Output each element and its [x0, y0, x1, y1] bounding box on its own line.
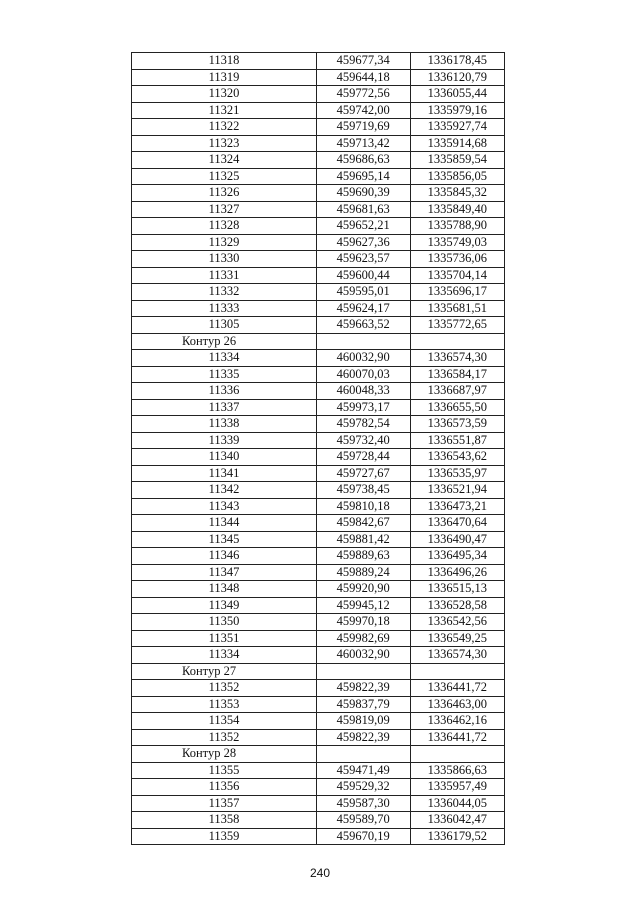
x-coordinate-cell: 459644,18	[316, 69, 410, 86]
point-number-cell: 11325	[132, 168, 317, 185]
table-row	[132, 564, 505, 581]
x-coordinate-cell: 459945,12	[316, 597, 410, 614]
point-number-cell: 11344	[132, 515, 317, 532]
table-row	[132, 713, 505, 730]
table-row	[132, 449, 505, 466]
y-coordinate-cell: 1336496,26	[410, 564, 504, 581]
x-coordinate-cell: 460032,90	[316, 350, 410, 367]
x-coordinate-cell: 459627,36	[316, 234, 410, 251]
point-number-cell: 11327	[132, 201, 317, 218]
x-coordinate-cell: 459889,63	[316, 548, 410, 565]
y-coordinate-cell: 1335866,63	[410, 762, 504, 779]
y-coordinate-cell: 1336042,47	[410, 812, 504, 829]
point-number-cell: 11358	[132, 812, 317, 829]
empty-cell	[410, 333, 504, 350]
point-number-cell: 11357	[132, 795, 317, 812]
empty-cell	[316, 333, 410, 350]
table-row	[132, 548, 505, 565]
empty-cell	[410, 746, 504, 763]
x-coordinate-cell: 459595,01	[316, 284, 410, 301]
table-row	[132, 465, 505, 482]
y-coordinate-cell: 1335788,90	[410, 218, 504, 235]
x-coordinate-cell: 459623,57	[316, 251, 410, 268]
table-row	[132, 86, 505, 103]
y-coordinate-cell: 1336521,94	[410, 482, 504, 499]
table-row	[132, 498, 505, 515]
point-number-cell: 11345	[132, 531, 317, 548]
table-row	[132, 762, 505, 779]
point-number-cell: 11340	[132, 449, 317, 466]
table-row	[132, 399, 505, 416]
y-coordinate-cell: 1336573,59	[410, 416, 504, 433]
point-number-cell: 11352	[132, 680, 317, 697]
x-coordinate-cell: 460048,33	[316, 383, 410, 400]
y-coordinate-cell: 1335856,05	[410, 168, 504, 185]
point-number-cell: 11323	[132, 135, 317, 152]
y-coordinate-cell: 1336490,47	[410, 531, 504, 548]
x-coordinate-cell: 459690,39	[316, 185, 410, 202]
table-row	[132, 53, 505, 70]
table-row	[132, 251, 505, 268]
point-number-cell: 11305	[132, 317, 317, 334]
y-coordinate-cell: 1335849,40	[410, 201, 504, 218]
point-number-cell: 11320	[132, 86, 317, 103]
y-coordinate-cell: 1335704,14	[410, 267, 504, 284]
table-row	[132, 234, 505, 251]
y-coordinate-cell: 1336574,30	[410, 350, 504, 367]
contour-header-row	[132, 746, 505, 763]
y-coordinate-cell: 1336470,64	[410, 515, 504, 532]
x-coordinate-cell: 459471,49	[316, 762, 410, 779]
table-row	[132, 168, 505, 185]
x-coordinate-cell: 459970,18	[316, 614, 410, 631]
point-number-cell: 11326	[132, 185, 317, 202]
contour-header-row	[132, 663, 505, 680]
y-coordinate-cell: 1336044,05	[410, 795, 504, 812]
y-coordinate-cell: 1336495,34	[410, 548, 504, 565]
y-coordinate-cell: 1336535,97	[410, 465, 504, 482]
point-number-cell: 11334	[132, 350, 317, 367]
y-coordinate-cell: 1336549,25	[410, 630, 504, 647]
x-coordinate-cell: 459889,24	[316, 564, 410, 581]
x-coordinate-cell: 459695,14	[316, 168, 410, 185]
y-coordinate-cell: 1336543,62	[410, 449, 504, 466]
x-coordinate-cell: 459920,90	[316, 581, 410, 598]
table-row	[132, 515, 505, 532]
x-coordinate-cell: 459529,32	[316, 779, 410, 796]
y-coordinate-cell: 1336462,16	[410, 713, 504, 730]
coordinates-table	[131, 52, 505, 845]
x-coordinate-cell: 459822,39	[316, 680, 410, 697]
point-number-cell: 11351	[132, 630, 317, 647]
y-coordinate-cell: 1335749,03	[410, 234, 504, 251]
point-number-cell: 11339	[132, 432, 317, 449]
x-coordinate-cell: 459842,67	[316, 515, 410, 532]
contour-label: Контур 27	[132, 663, 317, 680]
y-coordinate-cell: 1336441,72	[410, 680, 504, 697]
table-row	[132, 69, 505, 86]
y-coordinate-cell: 1335914,68	[410, 135, 504, 152]
x-coordinate-cell: 459670,19	[316, 828, 410, 845]
point-number-cell: 11355	[132, 762, 317, 779]
y-coordinate-cell: 1335696,17	[410, 284, 504, 301]
table-row	[132, 102, 505, 119]
x-coordinate-cell: 459663,52	[316, 317, 410, 334]
x-coordinate-cell: 459587,30	[316, 795, 410, 812]
x-coordinate-cell: 459624,17	[316, 300, 410, 317]
y-coordinate-cell: 1336542,56	[410, 614, 504, 631]
point-number-cell: 11350	[132, 614, 317, 631]
empty-cell	[316, 663, 410, 680]
x-coordinate-cell: 459742,00	[316, 102, 410, 119]
x-coordinate-cell: 459822,39	[316, 729, 410, 746]
y-coordinate-cell: 1336473,21	[410, 498, 504, 515]
y-coordinate-cell: 1336655,50	[410, 399, 504, 416]
x-coordinate-cell: 459719,69	[316, 119, 410, 136]
y-coordinate-cell: 1336584,17	[410, 366, 504, 383]
point-number-cell: 11349	[132, 597, 317, 614]
point-number-cell: 11359	[132, 828, 317, 845]
y-coordinate-cell: 1335772,65	[410, 317, 504, 334]
y-coordinate-cell: 1336055,44	[410, 86, 504, 103]
x-coordinate-cell: 459982,69	[316, 630, 410, 647]
point-number-cell: 11330	[132, 251, 317, 268]
contour-label: Контур 28	[132, 746, 317, 763]
table-row	[132, 152, 505, 169]
y-coordinate-cell: 1335845,32	[410, 185, 504, 202]
x-coordinate-cell: 459686,63	[316, 152, 410, 169]
table-row	[132, 383, 505, 400]
y-coordinate-cell: 1336120,79	[410, 69, 504, 86]
table-row	[132, 680, 505, 697]
y-coordinate-cell: 1336515,13	[410, 581, 504, 598]
table-row	[132, 696, 505, 713]
table-row	[132, 317, 505, 334]
table-row	[132, 812, 505, 829]
y-coordinate-cell: 1336687,97	[410, 383, 504, 400]
x-coordinate-cell: 459782,54	[316, 416, 410, 433]
y-coordinate-cell: 1336441,72	[410, 729, 504, 746]
table-row	[132, 350, 505, 367]
empty-cell	[316, 746, 410, 763]
x-coordinate-cell: 459881,42	[316, 531, 410, 548]
x-coordinate-cell: 459681,63	[316, 201, 410, 218]
x-coordinate-cell: 459600,44	[316, 267, 410, 284]
y-coordinate-cell: 1335681,51	[410, 300, 504, 317]
page-number: 240	[309, 866, 331, 880]
x-coordinate-cell: 459652,21	[316, 218, 410, 235]
table-row	[132, 779, 505, 796]
x-coordinate-cell: 459837,79	[316, 696, 410, 713]
table-row	[132, 432, 505, 449]
table-row	[132, 630, 505, 647]
y-coordinate-cell: 1336179,52	[410, 828, 504, 845]
point-number-cell: 11348	[132, 581, 317, 598]
contour-header-row	[132, 333, 505, 350]
x-coordinate-cell: 459589,70	[316, 812, 410, 829]
table-row	[132, 828, 505, 845]
point-number-cell: 11322	[132, 119, 317, 136]
table-row	[132, 647, 505, 664]
table-row	[132, 729, 505, 746]
table-row	[132, 119, 505, 136]
point-number-cell: 11334	[132, 647, 317, 664]
y-coordinate-cell: 1336574,30	[410, 647, 504, 664]
x-coordinate-cell: 460070,03	[316, 366, 410, 383]
point-number-cell: 11341	[132, 465, 317, 482]
point-number-cell: 11335	[132, 366, 317, 383]
coordinates-table-body	[132, 53, 505, 845]
y-coordinate-cell: 1336528,58	[410, 597, 504, 614]
x-coordinate-cell: 460032,90	[316, 647, 410, 664]
x-coordinate-cell: 459727,67	[316, 465, 410, 482]
y-coordinate-cell: 1335957,49	[410, 779, 504, 796]
y-coordinate-cell: 1335859,54	[410, 152, 504, 169]
table-row	[132, 416, 505, 433]
point-number-cell: 11342	[132, 482, 317, 499]
contour-label: Контур 26	[132, 333, 317, 350]
x-coordinate-cell: 459728,44	[316, 449, 410, 466]
table-row	[132, 581, 505, 598]
point-number-cell: 11318	[132, 53, 317, 70]
x-coordinate-cell: 459677,34	[316, 53, 410, 70]
point-number-cell: 11354	[132, 713, 317, 730]
table-row	[132, 597, 505, 614]
y-coordinate-cell: 1335927,74	[410, 119, 504, 136]
point-number-cell: 11329	[132, 234, 317, 251]
y-coordinate-cell: 1336463,00	[410, 696, 504, 713]
y-coordinate-cell: 1335736,06	[410, 251, 504, 268]
x-coordinate-cell: 459738,45	[316, 482, 410, 499]
point-number-cell: 11347	[132, 564, 317, 581]
point-number-cell: 11337	[132, 399, 317, 416]
x-coordinate-cell: 459732,40	[316, 432, 410, 449]
y-coordinate-cell: 1336551,87	[410, 432, 504, 449]
y-coordinate-cell: 1335979,16	[410, 102, 504, 119]
table-row	[132, 531, 505, 548]
table-row	[132, 482, 505, 499]
point-number-cell: 11338	[132, 416, 317, 433]
table-row	[132, 218, 505, 235]
point-number-cell: 11333	[132, 300, 317, 317]
point-number-cell: 11324	[132, 152, 317, 169]
point-number-cell: 11332	[132, 284, 317, 301]
table-row	[132, 300, 505, 317]
x-coordinate-cell: 459973,17	[316, 399, 410, 416]
point-number-cell: 11353	[132, 696, 317, 713]
x-coordinate-cell: 459810,18	[316, 498, 410, 515]
point-number-cell: 11321	[132, 102, 317, 119]
y-coordinate-cell: 1336178,45	[410, 53, 504, 70]
x-coordinate-cell: 459713,42	[316, 135, 410, 152]
table-row	[132, 284, 505, 301]
table-row	[132, 267, 505, 284]
table-row	[132, 185, 505, 202]
x-coordinate-cell: 459819,09	[316, 713, 410, 730]
point-number-cell: 11352	[132, 729, 317, 746]
empty-cell	[410, 663, 504, 680]
point-number-cell: 11328	[132, 218, 317, 235]
table-row	[132, 135, 505, 152]
point-number-cell: 11336	[132, 383, 317, 400]
table-row	[132, 366, 505, 383]
point-number-cell: 11319	[132, 69, 317, 86]
point-number-cell: 11331	[132, 267, 317, 284]
point-number-cell: 11343	[132, 498, 317, 515]
table-row	[132, 614, 505, 631]
point-number-cell: 11346	[132, 548, 317, 565]
table-row	[132, 795, 505, 812]
table-row	[132, 201, 505, 218]
x-coordinate-cell: 459772,56	[316, 86, 410, 103]
point-number-cell: 11356	[132, 779, 317, 796]
